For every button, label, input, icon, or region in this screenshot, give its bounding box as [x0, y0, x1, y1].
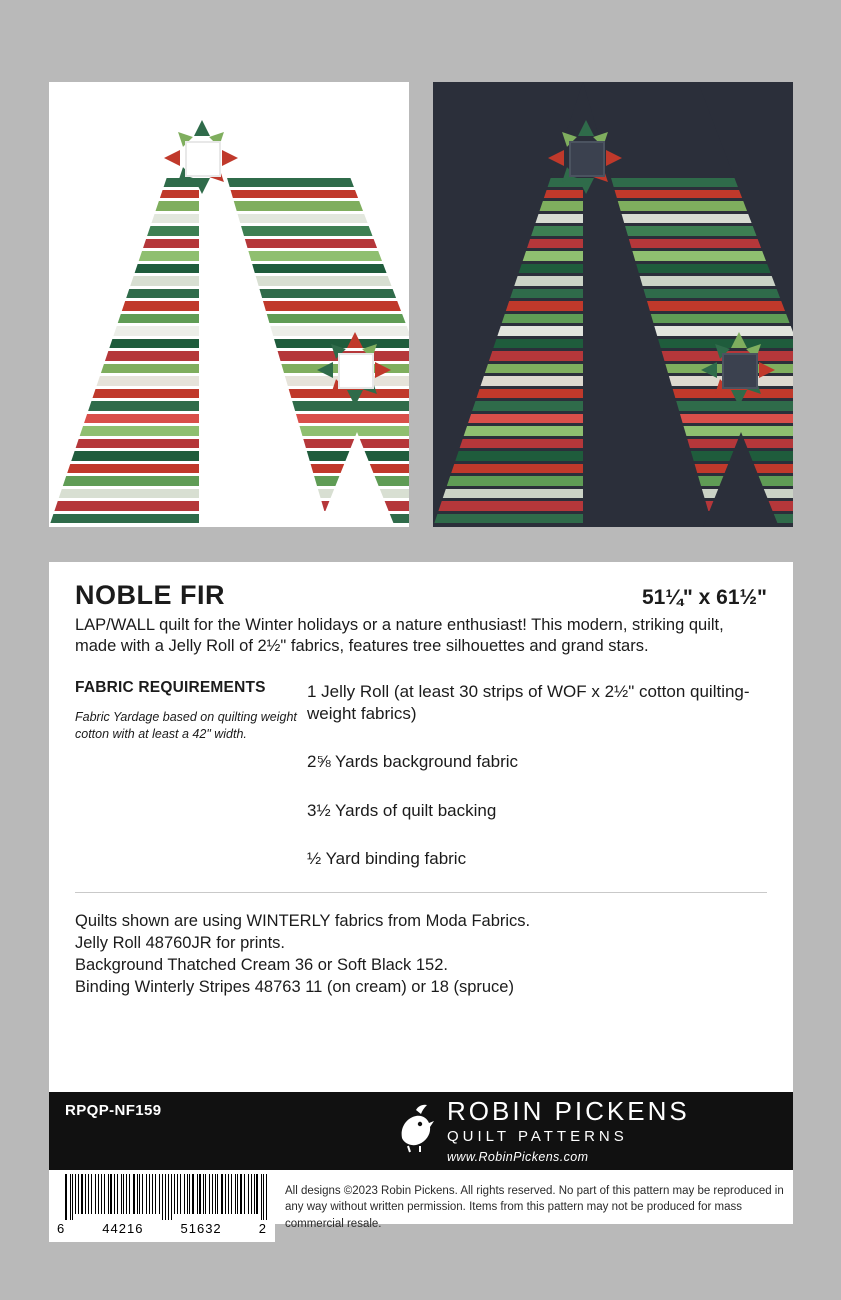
barcode-bar: [91, 1174, 92, 1214]
barcode-bar: [256, 1174, 258, 1214]
barcode-bar: [88, 1174, 90, 1214]
barcode-bar: [187, 1174, 188, 1214]
fabric-requirement-item: ½ Yard binding fabric: [307, 848, 467, 868]
fabric-requirements-heading: FABRIC REQUIREMENTS: [75, 679, 266, 697]
fabric-note-line: Background Thatched Cream 36 or Soft Black 152.: [75, 955, 448, 974]
barcode-bar: [225, 1174, 227, 1214]
barcode-bar: [75, 1174, 76, 1214]
star-block-lower-dark: [701, 332, 775, 406]
barcode-bar: [85, 1174, 86, 1214]
barcode-digits: [55, 1220, 269, 1236]
barcode-bar: [171, 1174, 172, 1220]
barcode-digit-group2: 51632: [180, 1221, 222, 1236]
bird-logo-icon: [394, 1102, 440, 1154]
page-title: NOBLE FIR: [75, 580, 225, 610]
tree-silhouette-bottom-notch: [319, 432, 395, 527]
section-divider: [75, 892, 767, 893]
barcode: [49, 1170, 275, 1242]
fabric-note-line: Jelly Roll 48760JR for prints.: [75, 933, 286, 952]
quilt-dimensions: 51¼" x 61½": [641, 586, 767, 609]
barcode-bar: [197, 1174, 198, 1214]
barcode-bar: [266, 1174, 268, 1220]
brand-url[interactable]: www.RobinPickens.com: [447, 1150, 589, 1164]
barcode-bar: [189, 1174, 190, 1214]
barcode-bar: [123, 1174, 124, 1214]
barcode-bar: [231, 1174, 232, 1214]
barcode-bar: [209, 1174, 211, 1214]
barcode-bar: [165, 1174, 166, 1220]
barcode-bars: [65, 1174, 269, 1220]
barcode-bar: [168, 1174, 169, 1220]
fabric-note-line: Quilts shown are using WINTERLY fabrics from Moda Fabrics.: [75, 911, 531, 930]
fabric-note-line: Binding Winterly Stripes 48763 11 (on cream) or 18 (spruce): [75, 977, 514, 996]
tree-silhouette-right-dark: [698, 82, 793, 332]
barcode-bar: [221, 1174, 223, 1214]
barcode-bar: [215, 1174, 216, 1214]
barcode-bar: [174, 1174, 175, 1214]
fabric-requirements-left: [75, 679, 307, 869]
barcode-bar: [263, 1174, 264, 1220]
barcode-bar: [101, 1174, 102, 1214]
pattern-sku: RPQP-NF159: [65, 1102, 162, 1119]
barcode-bar: [240, 1174, 242, 1214]
barcode-bar: [108, 1174, 109, 1214]
barcode-bar: [251, 1174, 252, 1214]
footer-bar: [49, 1092, 793, 1170]
barcode-bar: [203, 1174, 204, 1214]
fabric-requirements-list: [307, 679, 767, 869]
barcode-bar: [177, 1174, 179, 1214]
fabric-notes: [75, 911, 767, 999]
barcode-bar: [117, 1174, 118, 1214]
barcode-bar: [104, 1174, 105, 1214]
barcode-bar: [81, 1174, 83, 1214]
product-description: LAP/WALL quilt for the Winter holidays or a nature enthusiast! This modern, striking quilt, made with a Jelly Roll of 2½" fabrics, features tree silhouettes and grand stars.: [75, 616, 724, 656]
quilt-image-black: [433, 82, 793, 527]
barcode-bar: [98, 1174, 100, 1214]
fabric-yardage-note: Fabric Yardage based on quilting weight cotton with at least a 42" width.: [75, 710, 297, 742]
fabric-requirement-item: 3½ Yards of quilt backing: [307, 800, 497, 820]
barcode-bar: [121, 1174, 122, 1214]
fabric-requirements-block: [75, 679, 767, 869]
fabric-requirement-item: 2⅝ Yards background fabric: [307, 752, 519, 772]
barcode-bar: [180, 1174, 181, 1214]
barcode-digit-left: 6: [57, 1221, 66, 1236]
barcode-bar: [237, 1174, 238, 1214]
barcode-bar: [244, 1174, 246, 1214]
tree-silhouette-bottom-notch-dark: [703, 432, 779, 527]
barcode-bar: [184, 1174, 185, 1214]
barcode-digit-group1: 44216: [102, 1221, 144, 1236]
barcode-bar: [152, 1174, 153, 1214]
fabric-requirement-item: 1 Jelly Roll (at least 30 strips of WOF x 2½" cotton quilting-weight fabrics): [307, 682, 750, 724]
barcode-bar: [126, 1174, 127, 1214]
quilt-image-cream: [49, 82, 409, 527]
quilt-images-row: [49, 82, 793, 527]
brand-subtitle: QUILT PATTERNS: [447, 1128, 628, 1145]
barcode-bar: [159, 1174, 160, 1214]
tree-silhouette-right: [314, 82, 409, 332]
barcode-bar: [192, 1174, 194, 1214]
barcode-bar: [114, 1174, 116, 1214]
barcode-bar: [261, 1174, 262, 1220]
barcode-bar: [142, 1174, 143, 1214]
star-block-top-dark: [548, 120, 622, 194]
barcode-bar: [162, 1174, 164, 1220]
barcode-bar: [72, 1174, 73, 1220]
barcode-bar: [129, 1174, 131, 1214]
barcode-bar: [212, 1174, 213, 1214]
barcode-bar: [110, 1174, 112, 1214]
barcode-bar: [149, 1174, 150, 1214]
barcode-bar: [217, 1174, 218, 1214]
star-block-top: [164, 120, 238, 194]
barcode-bar: [139, 1174, 140, 1214]
star-block-lower: [317, 332, 391, 406]
title-row: [75, 580, 767, 611]
barcode-bar: [205, 1174, 206, 1214]
brand-block: [447, 1098, 690, 1164]
barcode-bar: [228, 1174, 229, 1214]
barcode-bar: [95, 1174, 96, 1214]
barcode-bar: [78, 1174, 79, 1214]
barcode-bar: [155, 1174, 157, 1214]
barcode-bar: [146, 1174, 148, 1214]
barcode-bar: [70, 1174, 71, 1220]
brand-name: ROBIN PICKENS: [447, 1096, 690, 1126]
barcode-bar: [248, 1174, 249, 1214]
legal-text: All designs ©2023 Robin Pickens. All rights reserved. No part of this pattern may be reproduced in any way without written permission. Items from this pattern may not be produced for mass commercial resale.: [285, 1185, 784, 1230]
barcode-bar: [199, 1174, 201, 1214]
barcode-bar: [65, 1174, 67, 1220]
barcode-digit-right: 2: [258, 1221, 267, 1236]
barcode-bar: [137, 1174, 138, 1214]
barcode-bar: [133, 1174, 135, 1214]
barcode-bar: [254, 1174, 255, 1214]
barcode-bar: [235, 1174, 236, 1214]
